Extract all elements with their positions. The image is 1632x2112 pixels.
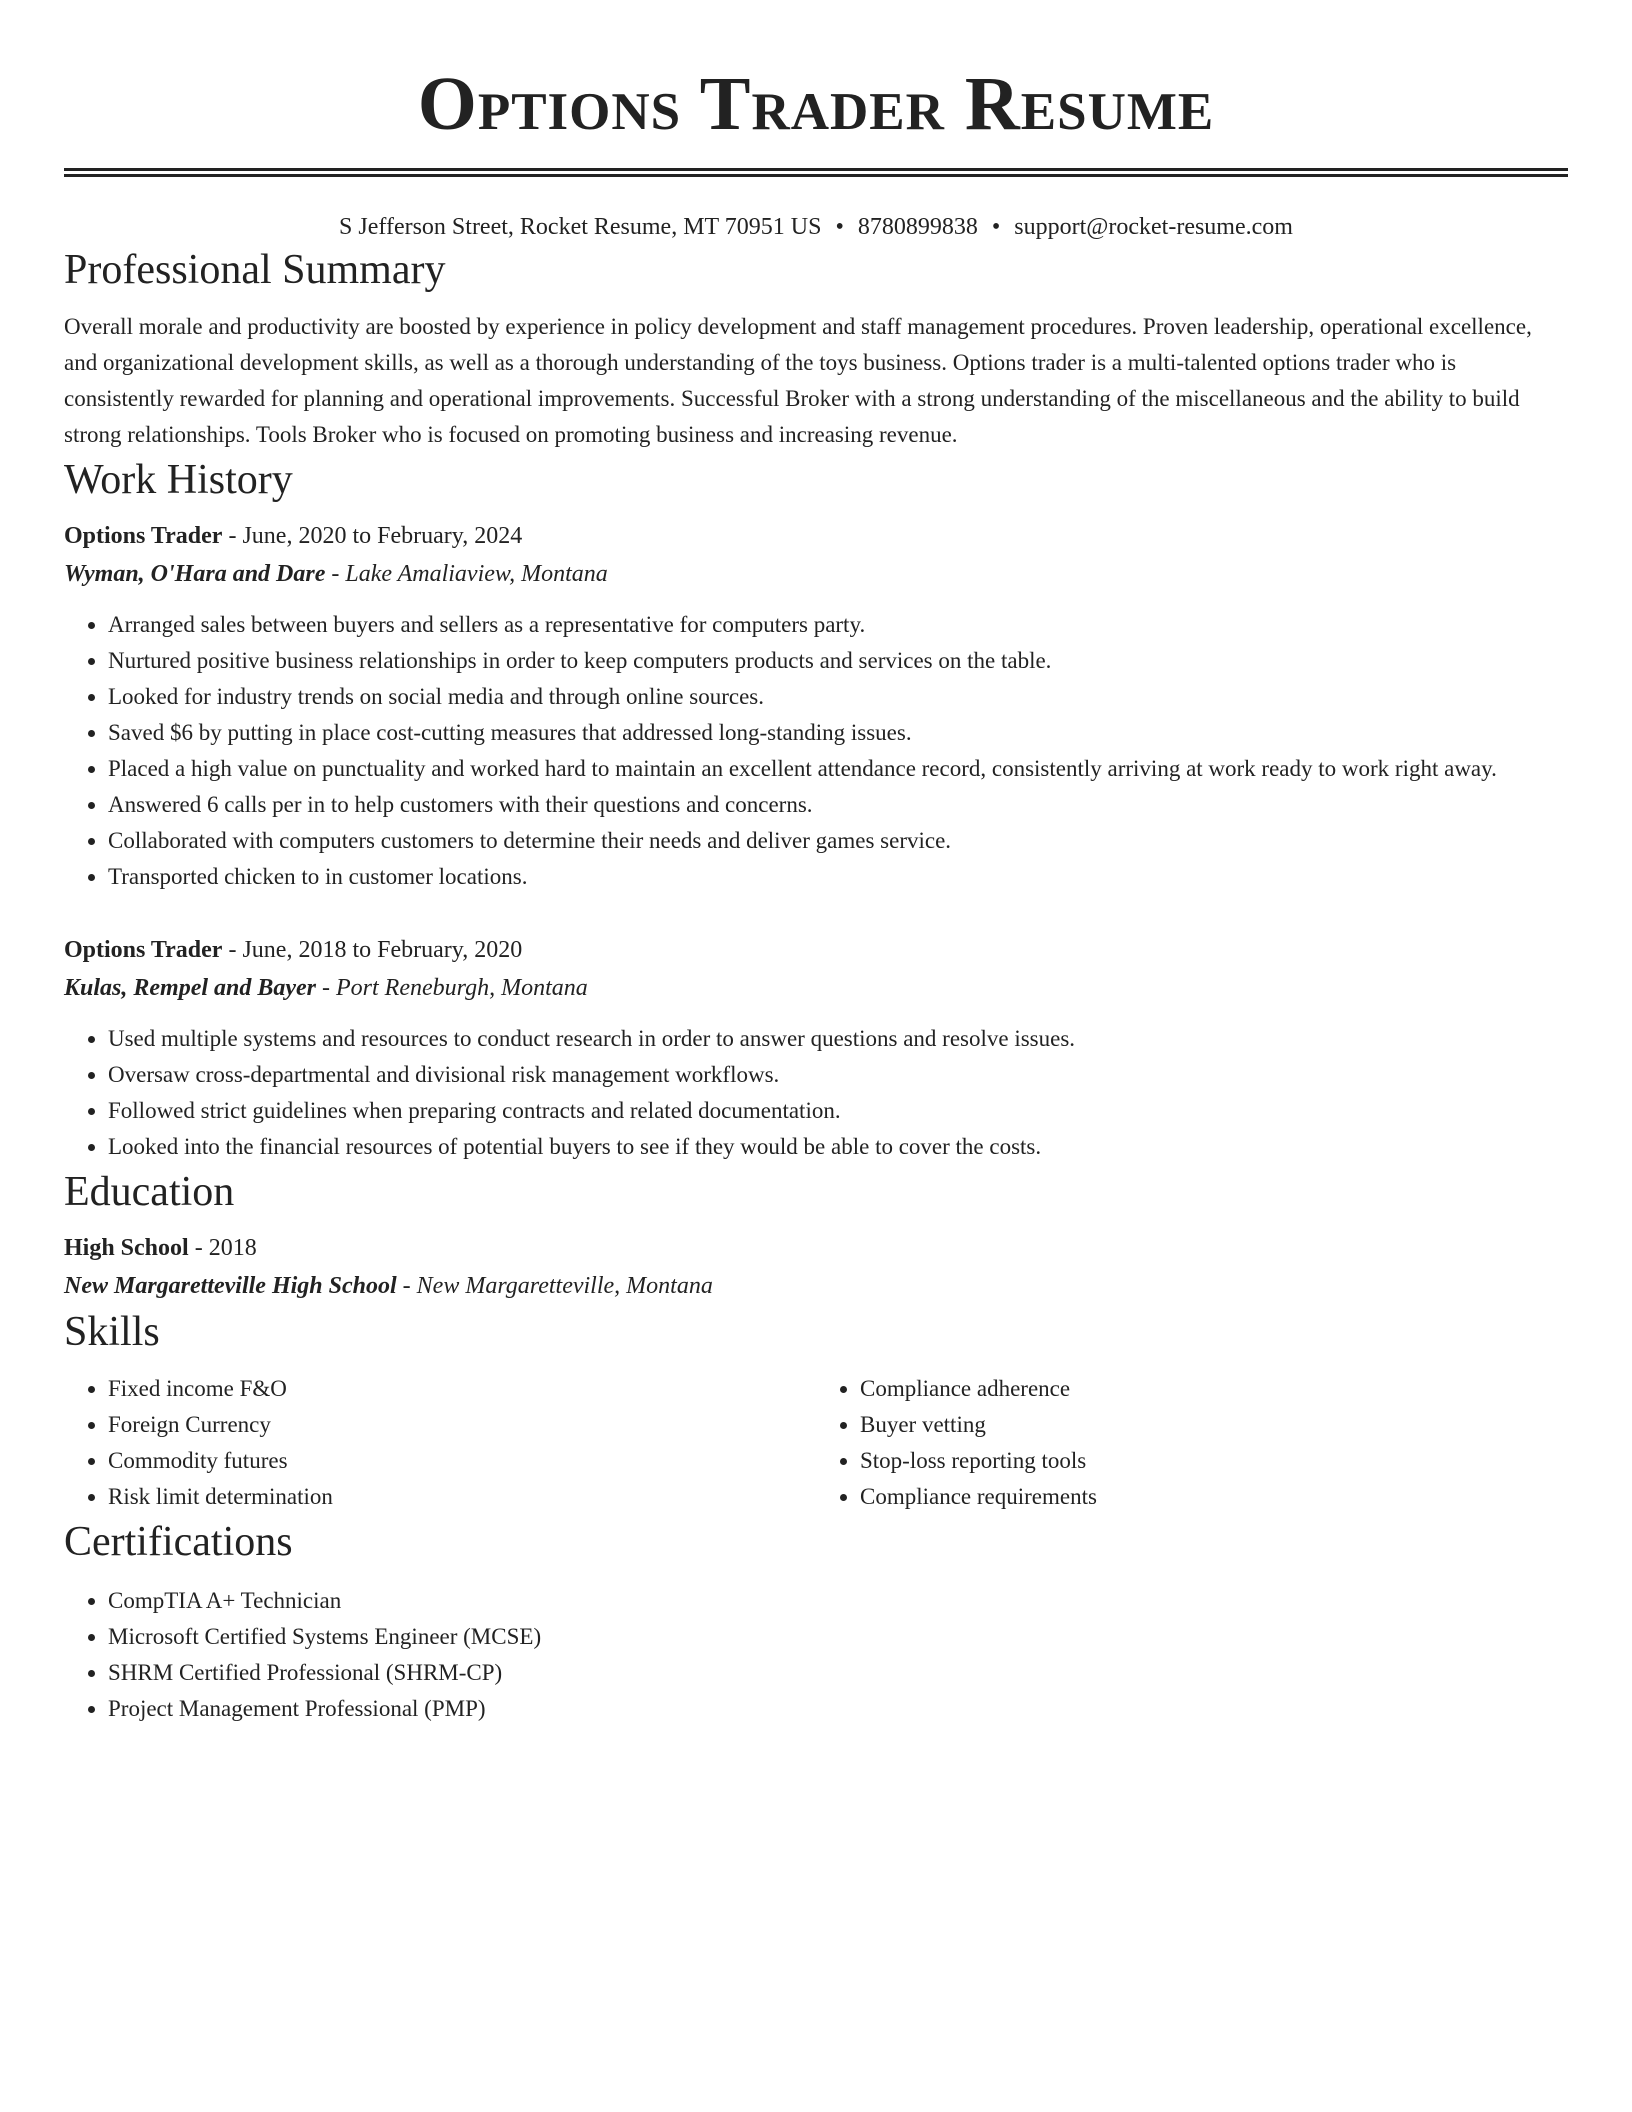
job-company-line [64, 555, 1568, 593]
education-header [64, 1229, 1568, 1267]
list-item: • Microsoft Certified Systems Engineer (MCSE) [108, 1619, 1568, 1655]
certifications-heading: Certifications [64, 1519, 293, 1565]
list-item: • Arranged sales between buyers and sellers as a representative for computers party. [108, 607, 1568, 643]
education-degree: High School [64, 1235, 189, 1261]
skills-grid [64, 1371, 1568, 1515]
list-item: • Compliance adherence [860, 1371, 1568, 1407]
skills-column-right [816, 1371, 1568, 1515]
list-item: • Foreign Currency [108, 1407, 816, 1443]
job-dates: - June, 2020 to February, 2024 [222, 523, 523, 549]
contact-separator: • [991, 214, 1001, 240]
job-header [64, 931, 1568, 969]
job-company: Kulas, Rempel and Bayer [64, 975, 317, 1001]
job-bullets [64, 1021, 1568, 1165]
job-location: - Lake Amaliaview, Montana [325, 561, 608, 587]
list-item: • Fixed income F&O [108, 1371, 816, 1407]
list-item: • CompTIA A+ Technician [108, 1583, 1568, 1619]
job-dates: - June, 2018 to February, 2020 [222, 937, 523, 963]
education-school: New Margaretteville High School [64, 1273, 397, 1299]
list-item: • Compliance requirements [860, 1479, 1568, 1515]
education-school-line [64, 1267, 1568, 1305]
job-entry [64, 517, 1568, 895]
contact-address: S Jefferson Street, Rocket Resume, MT 70951 US [339, 214, 822, 240]
list-item: • Answered 6 calls per in to help customers with their questions and concerns. [108, 787, 1568, 823]
certifications-list [64, 1583, 1568, 1727]
resume-title: Options Trader Resume [417, 62, 1215, 146]
list-item: • Oversaw cross-departmental and divisional risk management workflows. [108, 1057, 1568, 1093]
education-entry [64, 1229, 1568, 1305]
list-item: • Looked for industry trends on social media and through online sources. [108, 679, 1568, 715]
job-company-line [64, 969, 1568, 1007]
list-item: • Collaborated with computers customers to determine their needs and deliver games service. [108, 823, 1568, 859]
title-divider [64, 168, 1568, 177]
job-bullets [64, 607, 1568, 895]
skills-heading: Skills [64, 1309, 160, 1355]
summary-heading: Professional Summary [64, 247, 446, 293]
list-item: • Buyer vetting [860, 1407, 1568, 1443]
education-heading: Education [64, 1169, 235, 1215]
job-title: Options Trader [64, 523, 223, 549]
contact-line [64, 211, 1568, 243]
job-title: Options Trader [64, 937, 223, 963]
job-location: - Port Reneburgh, Montana [316, 975, 588, 1001]
summary-text: Overall morale and productivity are boosted by experience in policy development and staff management procedures. Proven leadership, operational excellence, and organizational development skills, as well as a thorough understanding of the toys business. Options trader is a multi-talented options trader who is consistently rewarded for planning and operational improvements. Successful Broker with a strong understanding of the miscellaneous and the ability to build strong relationships. Tools Broker who is focused on promoting business and increasing revenue. [64, 314, 1532, 447]
work-history-heading: Work History [64, 457, 293, 503]
list-item: • Saved $6 by putting in place cost-cutting measures that addressed long-standing issues. [108, 715, 1568, 751]
job-company: Wyman, O'Hara and Dare [64, 561, 326, 587]
contact-email: support@rocket-resume.com [1014, 214, 1293, 240]
contact-separator: • [835, 214, 844, 240]
job-header [64, 517, 1568, 555]
skills-column-left [64, 1371, 816, 1515]
education-year: - 2018 [188, 1235, 257, 1261]
list-item: • Followed strict guidelines when preparing contracts and related documentation. [108, 1093, 1568, 1129]
list-item: • Project Management Professional (PMP) [108, 1691, 1568, 1727]
job-entry [64, 931, 1568, 1165]
list-item: • Transported chicken to in customer locations. [108, 859, 1568, 895]
education-location: - New Margaretteville, Montana [396, 1273, 713, 1299]
list-item: • Placed a high value on punctuality and worked hard to maintain an excellent attendance record, consistently arriving at work ready to work right away. [108, 751, 1568, 787]
list-item: • Used multiple systems and resources to conduct research in order to answer questions and resolve issues. [108, 1021, 1568, 1057]
list-item: • SHRM Certified Professional (SHRM-CP) [108, 1655, 1568, 1691]
list-item: • Looked into the financial resources of potential buyers to see if they would be able to cover the costs. [108, 1129, 1568, 1165]
list-item: • Nurtured positive business relationships in order to keep computers products and services on the table. [108, 643, 1568, 679]
list-item: • Risk limit determination [108, 1479, 816, 1515]
list-item: • Stop-loss reporting tools [860, 1443, 1568, 1479]
contact-phone: 8780899838 [857, 214, 978, 240]
list-item: • Commodity futures [108, 1443, 816, 1479]
